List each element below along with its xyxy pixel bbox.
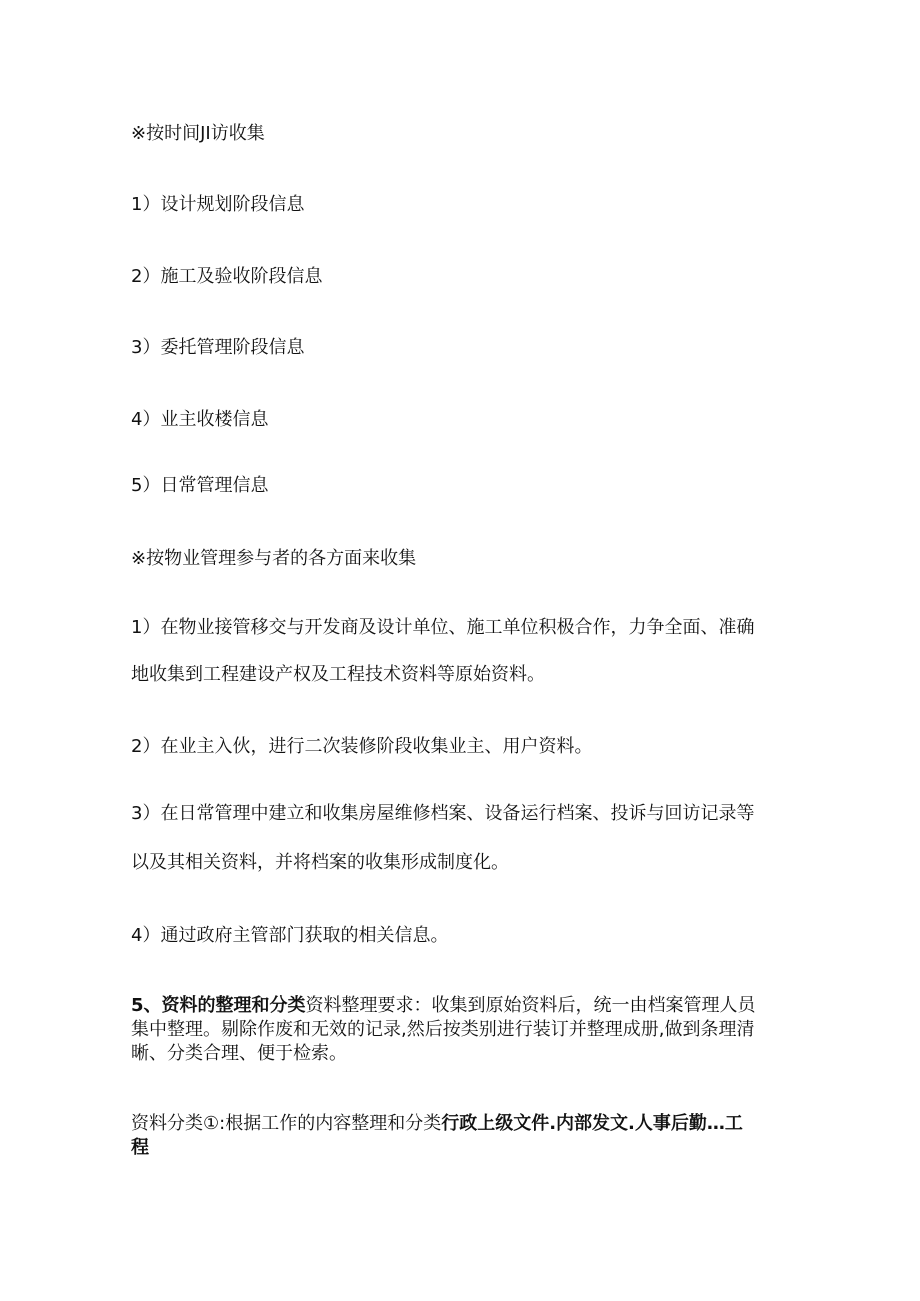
classification-categories-continued: 程 <box>131 1137 149 1158</box>
section5-text: 资料整理要求：收集到原始资料后，统一由档案管理人员 <box>305 995 756 1016</box>
classification-categories: 行政上级文件.内部发文.人事后勤…工 <box>441 1113 743 1134</box>
list-item: 4）业主收楼信息 <box>131 409 269 430</box>
list-item: 2）在业主入伙，进行二次装修阶段收集业主、用户资料。 <box>131 736 593 757</box>
list-item: 3）委托管理阶段信息 <box>131 337 305 358</box>
list-item: 1）在物业接管移交与开发商及设计单位、施工单位积极合作，力争全面、准确 <box>131 617 755 638</box>
list-item: 1）设计规划阶段信息 <box>131 194 305 215</box>
section5-text: 晰、分类合理、便于检索。 <box>131 1043 347 1064</box>
section5-paragraph <box>131 994 781 1066</box>
list-item: 5）日常管理信息 <box>131 475 269 496</box>
list-item: 3）在日常管理中建立和收集房屋维修档案、设备运行档案、投诉与回访记录等 <box>131 803 755 824</box>
list-item-continuation: 以及其相关资料，并将档案的收集形成制度化。 <box>131 852 509 873</box>
section-heading-by-parties: ※按物业管理参与者的各方面来收集 <box>131 548 417 569</box>
list-item-continuation: 地收集到工程建设产权及工程技术资料等原始资料。 <box>131 664 545 685</box>
list-item: 2）施工及验收阶段信息 <box>131 266 323 287</box>
section5-text: 集中整理。剔除作废和无效的记录,然后按类别进行装订并整理成册,做到条理清 <box>131 1019 755 1040</box>
classification-paragraph <box>131 1112 781 1160</box>
list-item: 4）通过政府主管部门获取的相关信息。 <box>131 925 449 946</box>
classification-prefix: 资料分类①:根据工作的内容整理和分类 <box>131 1113 442 1134</box>
section5-heading: 5、资料的整理和分类 <box>131 995 306 1016</box>
section-heading-by-time: ※按时间JI访收集 <box>131 123 265 144</box>
